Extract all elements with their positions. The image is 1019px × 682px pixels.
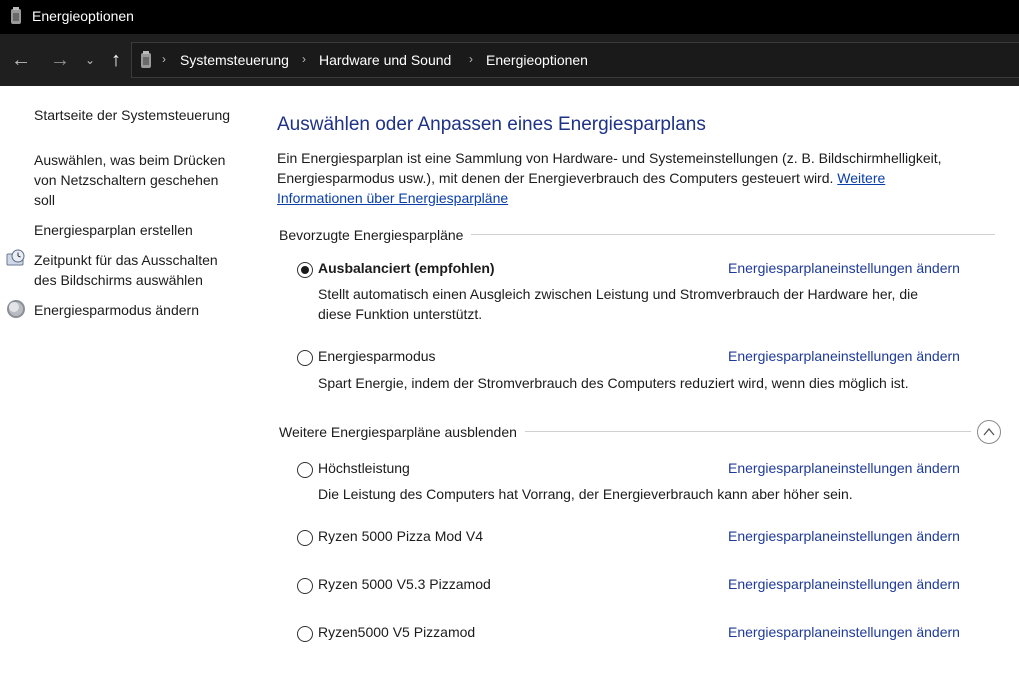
sidebar-link-line: des Bildschirms auswählen: [34, 272, 203, 288]
navigation-bar: [0, 34, 1019, 86]
power-options-icon: [8, 6, 24, 26]
collapse-button[interactable]: [977, 420, 1001, 444]
description-line: Ein Energiesparplan ist eine Sammlung von Hardware- und Systemeinstellungen (z. B. Bildschirmhelligkeit,: [277, 150, 942, 166]
sidebar-link-line: soll: [34, 192, 56, 208]
description-text: Energiesparmodus usw.), mit denen der Energieverbrauch des Computers gesteuert wird.: [277, 170, 838, 186]
change-plan-settings-link[interactable]: Energiesparplaneinstellungen ändern: [728, 576, 960, 592]
more-info-link[interactable]: Weitere: [837, 170, 886, 186]
plan-radio-hoechstleistung[interactable]: [297, 462, 313, 478]
chevron-right-icon: ›: [162, 52, 166, 66]
up-arrow-icon[interactable]: ↑: [111, 49, 121, 71]
change-plan-settings-link[interactable]: Energiesparplaneinstellungen ändern: [728, 528, 960, 544]
plan-description-line: Stellt automatisch einen Ausgleich zwischen Leistung und Stromverbrauch der Hardware her, die: [318, 286, 918, 302]
description-line: [277, 168, 997, 188]
sidebar-link-power-buttons[interactable]: [34, 150, 225, 210]
chevron-right-icon[interactable]: ›: [302, 52, 306, 66]
chevron-down-icon[interactable]: ⌄: [84, 53, 96, 67]
breadcrumb-systemsteuerung[interactable]: Systemsteuerung: [180, 52, 289, 68]
plan-name[interactable]: Ryzen5000 V5 Pizzamod: [318, 624, 476, 640]
breadcrumb-energieoptionen[interactable]: Energieoptionen: [486, 52, 588, 68]
change-plan-settings-link[interactable]: Energiesparplaneinstellungen ändern: [728, 260, 960, 276]
breadcrumb-hardware-und-sound[interactable]: Hardware und Sound: [319, 52, 452, 68]
plan-name[interactable]: Ausbalanciert (empfohlen): [318, 260, 495, 276]
plan-radio-ryzen-5000-v5-3-pizzamod[interactable]: [297, 578, 313, 594]
title-bar: [0, 0, 1019, 34]
sidebar-link-line: Auswählen, was beim Drücken: [34, 152, 226, 168]
sidebar-link-display-off[interactable]: [34, 250, 218, 290]
change-plan-settings-link[interactable]: Energiesparplaneinstellungen ändern: [728, 348, 960, 364]
page-description: [277, 148, 997, 208]
sleep-moon-icon: [6, 299, 26, 319]
plan-description-line: diese Funktion unterstützt.: [318, 306, 483, 322]
chevron-up-icon: [982, 426, 996, 438]
plan-name[interactable]: Ryzen 5000 Pizza Mod V4: [318, 528, 483, 544]
sidebar-link-line: von Netzschaltern geschehen: [34, 172, 219, 188]
plan-radio-ryzen5000-v5-pizzamod[interactable]: [297, 626, 313, 642]
power-options-icon: [138, 50, 154, 70]
sidebar-link-sleep-mode[interactable]: Energiesparmodus ändern: [34, 302, 199, 318]
sidebar-link-home[interactable]: Startseite der Systemsteuerung: [34, 107, 231, 123]
address-bar[interactable]: [131, 42, 1019, 78]
back-arrow-icon[interactable]: ←: [11, 49, 31, 71]
change-plan-settings-link[interactable]: Energiesparplaneinstellungen ändern: [728, 624, 960, 640]
forward-arrow-icon[interactable]: →: [50, 49, 70, 71]
sidebar-link-create-plan[interactable]: Energiesparplan erstellen: [34, 222, 193, 238]
preferred-plans-label: Bevorzugte Energiesparpläne: [279, 227, 471, 243]
display-clock-icon: [6, 249, 26, 269]
plan-description: Die Leistung des Computers hat Vorrang, der Energieverbrauch kann aber höher sein.: [318, 486, 853, 502]
chevron-right-icon[interactable]: ›: [469, 52, 473, 66]
plan-description: [318, 284, 978, 324]
plan-radio-ryzen-5000-pizza-mod-v4[interactable]: [297, 530, 313, 546]
plan-radio-energiesparmodus[interactable]: [297, 350, 313, 366]
page-title: Auswählen oder Anpassen eines Energiesparplans: [277, 114, 706, 135]
plan-description: Spart Energie, indem der Stromverbrauch des Computers reduziert wird, wenn dies möglich ist.: [318, 375, 909, 391]
window-title: Energieoptionen: [32, 8, 134, 24]
plan-name[interactable]: Höchstleistung: [318, 460, 410, 476]
sidebar-link-line: Zeitpunkt für das Ausschalten: [34, 252, 218, 268]
more-info-link-continued[interactable]: Informationen über Energiesparpläne: [277, 190, 509, 206]
more-plans-label[interactable]: Weitere Energiesparpläne ausblenden: [279, 424, 525, 440]
change-plan-settings-link[interactable]: Energiesparplaneinstellungen ändern: [728, 460, 960, 476]
plan-name[interactable]: Ryzen 5000 V5.3 Pizzamod: [318, 576, 491, 592]
plan-radio-ausbalanciert[interactable]: [297, 262, 313, 278]
plan-name[interactable]: Energiesparmodus: [318, 348, 436, 364]
